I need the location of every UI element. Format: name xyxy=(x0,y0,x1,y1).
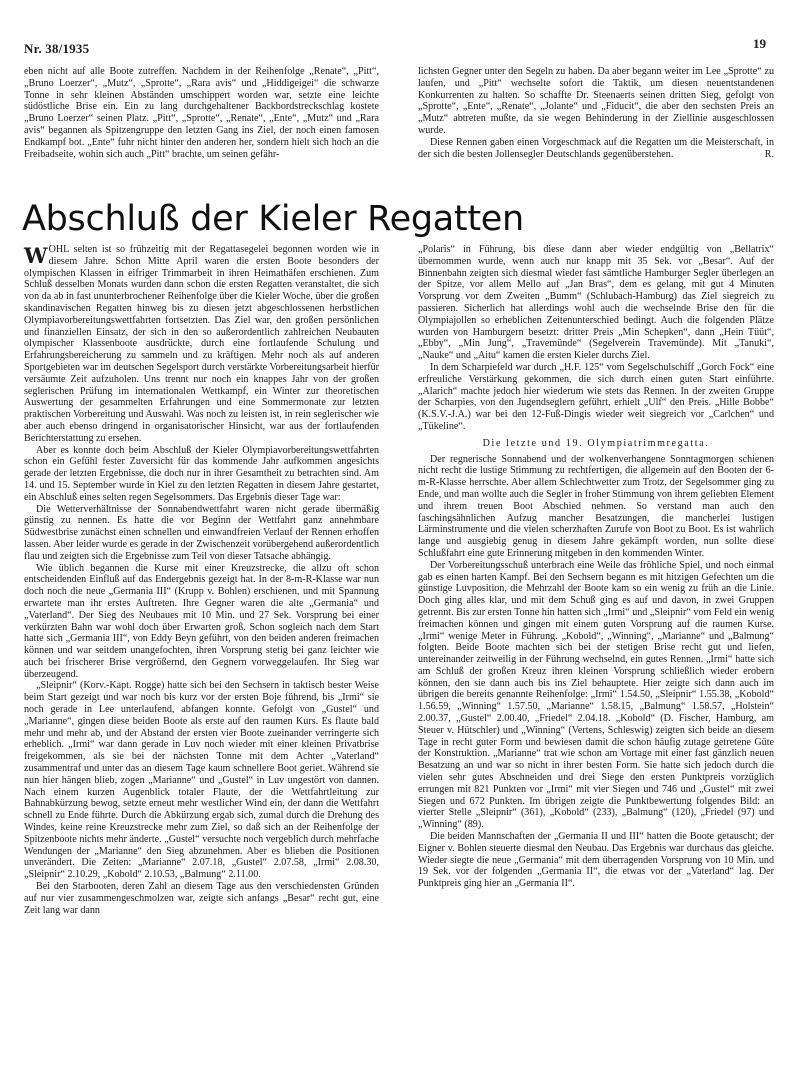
previous-article-continuation xyxy=(24,66,379,160)
previous-article-ending xyxy=(418,66,774,160)
ending-paragraph-2-text: Diese Rennen gaben einen Vorgeschmack auf die Regatten um die Meisterschaft, in der sich die besten Jollensegler Deutschlands gegenüberstehen. xyxy=(418,136,774,160)
drop-cap: W xyxy=(24,243,48,268)
lead-paragraph xyxy=(24,244,379,445)
article-paragraph: Bei den Starbooten, deren Zahl an diesem Tage aus den verschiedensten Gründen auf nur vier zusammengeschmolzen war, zeigte sich anfangs „Besar“ recht gut, eine Zeit lang war dann xyxy=(24,881,379,916)
section-subheading: Die letzte und 19. Olympiatrimmregatta. xyxy=(482,437,710,449)
ending-paragraph-1: lichsten Gegner unter den Segeln zu haben. Da aber begann weiter im Lee „Sprotte“ zu laufen, und „Pitt“ wechselte sofort die Taktik, um diesen neuentstandenen Konkurrenten zu halten. So schaffte Dr. Steenaerts seinen dritten Sieg, gefolgt von „Sprotte“, „Ente“, „Renate“, „Jolante“ und „Fiducit“, die aber den sechsten Preis an „Mutz“ abtreten mußte, da sie wegen Behinderung in der Ziellinie ausgeschlossen wurde. xyxy=(418,66,774,136)
page-number: 19 xyxy=(753,36,766,51)
article-right-column xyxy=(418,244,774,890)
continuation-paragraph: eben nicht auf alle Boote zutreffen. Nachdem in der Reihenfolge „Renate“, „Pitt“, „Bruno Loerzer“, „Mutz“, „Sprotte“, „Rara avis“ und „Hiddigeigei“ die schwarze Tonne in sehr kleinen Abständen umschippert worden war, setzte eine leichte südöstliche Brise ein. Ein zu lang durchgehaltener Backbordstreckschlag kostete „Bruno Loerzer“ seinen Platz. „Pitt“, „Sprotte“, „Renate“, „Ente“, „Mutz“ und „Rara avis“ begannen als Spitzengruppe den letzten Gang ins Ziel, der noch einen famosen Endkampf bot. „Ente“ fuhr nicht hinter den anderen her, sondern hielt sich hoch an die Freibadseite, wohin sich auch „Pitt“ brachte, um seinen gefähr- xyxy=(24,66,379,160)
article-paragraph: „Sleipnir“ (Korv.-Kapt. Rogge) hatte sich bei den Sechsern in taktisch bester Weise beim Start gezeigt und war noch bis kurz vor der ersten Boje führend, bis „Irmi“ sie noch gerade in Lee unterlaufend, abfangen konnte. Gefolgt von „Gustel“ und „Marianne“, gingen diese beiden Boote als erste auf den raumen Kurs. Es flaute bald mehr und mehr ab, und der Abstand der ersten vier Boote zueinander verringerte sich erheblich. „Irmi“ war dann gerade in Luv noch wieder mit einer kleinen Privatbrise freigekommen, als sie bei der nächsten Tonne mit dem Achter „Vaterland“ zusammentraf und unter das an diesem Tage kaum schnellere Boot geriet. Während sie nun hier hängen blieb, zogen „Marianne“ und „Gustel“ in Luv ungestört von dannen. Nach einem kurzen Augenblick totaler Flaute, der die Wettfahrtleitung zur Bahnabkürzung bewog, setzte erneut mehr westlicher Wind ein, der dann die Wettfahrt schnell zu Ende führte. Durch die Abkürzung ergab sich, zumal durch die Drehung des Windes, keine reine Kreuzstrecke mehr zum Ziel, so daß sich an der Reihenfolge der Spitzenboote nichts mehr änderte. „Gustel“ versuchte noch vergeblich durch mehrfache Wendungen der „Marianne“ den Sieg abzunehmen. Aber es blieben die Positionen unverändert. Die Zeiten: „Marianne“ 2.07.18, „Gustel“ 2.07.58, „Irmi“ 2.08.30, „Sleipnir“ 2.10.29, „Kobold“ 2.10.53, „Balmung“ 2.11.00. xyxy=(24,680,379,881)
article-paragraph: „Polaris“ in Führung, bis diese dann aber wieder endgültig von „Bellatrix“ übernommen wurde, wenn auch nur knapp mit 35 Sek. vor „Besar“. Auf der Binnenbahn zeigten sich diesmal wieder fast sämtliche Hamburger Segler überlegen an der Spitze, vor allem Mello auf „Jan Bras“, dem es gelang, mit gut 4 Minuten Vorsprung vor dem Zweiten „Bumm“ (Schlubach-Hamburg) das Ziel siegreich zu passieren. Sicherlich hat allerdings wohl auch die wechselnde Brise den für die Olympiajollen so erheblichen Zeitenunterschied bedingt. Auch die folgenden Plätze wurden von Hamburgern besetzt: dritter Preis „Min Schepken“, dann „Hein Tüüt“, „Ebby“, „Min Jung“, „Travemünde“ (Segelverein Travemünde). Mit „Tanuki“, „Nauke“ und „Aitu“ kamen die ersten Kieler durchs Ziel. xyxy=(418,244,774,362)
article-title: Abschluß der Kieler Regatten xyxy=(22,199,524,239)
author-signature: R. xyxy=(764,148,774,160)
lead-paragraph-text: OHL selten ist so frühzeitig mit der Regattasegelei begonnen worden wie in diesem Jahre. Schon Mitte April waren die ersten Boote besonders der olympischen Klassen in eifriger Trimmarbeit in ihren Heimathäfen erschienen. Zum Schluß desselben Monats wurden dann schon die ersten Regatten veranstaltet, die sich von da ab in fast ununterbrochener Reihenfolge über die Kieler Woche, über die großen skandinavischen Regatten hinweg bis zu diesen jetzt abgeschlossenen herbstlichen Olympiavorbereitungswettfahrten fortsetzten. Das Ziel war, den großen persönlichen und finanziellen Einsatz, der sich in den so außerordentlich zahlreichen Neubauten olympischer Klassenboote ausdrückte, durch eine fortlaufende Schulung und Erfahrungsbereicherung zu sammeln und zu kräftigen. Mehr noch als auf anderen Sportgebieten war im deutschen Segelsport durch verstärkte Vorbereitungsarbeit hierfür versäumte Zeit aufzuholen. Uns trennt nur noch ein knappes Jahr von der großen seglerischen Prüfung im internationalen Wettkampf, ein Winter zur theoretischen Auswertung der gesammelten Erfahrungen und eine Sommermonate zur letzten praktischen Vorbereitung und Auswahl. Was noch zu leisten ist, in rein seglerischer wie aber auch ebenso dringend in organisatorischer Hinsicht, war aus der fortlaufenden Berichterstattung zu ersehen. xyxy=(24,244,379,444)
article-paragraph: Wie üblich begannen die Kurse mit einer Kreuzstrecke, die allzu oft schon entscheidenden Einfluß auf das Endergebnis gezeigt hat. In der 8-m-R-Klasse war nun doch noch die neue „Germania III“ (Krupp v. Bohlen) erschienen, und mit Spannung erwartete man ihr erstes Auftreten. Ihre Gegner waren die alte „Germania“ und „Vaterland“. Der Sieg des Neubaues mit 10 Min. und 27 Sek. Vorsprung bei einer verkürzten Bahn war wohl doch über Erwarten groß. Schon sogleich nach dem Start hatte sich „Germania III“, von Eddy Beyn geführt, von den beiden anderen freimachen können und war seitdem unangefochten, ihren Vorsprung stetig bei ganz leichter wie auch bei frischerer Brise vergrößernd, den Gegnern vorweggelaufen. Ihr Sieg war überzeugend. xyxy=(24,562,379,680)
article-paragraph: In dem Scharpiefeld war durch „H.F. 125“ vom Segelschulschiff „Gorch Fock“ eine erfreuliche Verstärkung gekommen, die sich durch einen guten Start einführte. „Alarich“ machte jedoch hier wiederum wie stets das Rennen. In der zweiten Gruppe der Scharpies, von den Jugendseglern geführt, erhielt „Ulf“ den Preis. „Hille Bobbe“ (K.S.V.-J.A.) war bei den 12-Fuß-Dingis wieder weit siegreich vor „Carlchen“ und „Tükeline“. xyxy=(418,361,774,432)
article-paragraph: Die Wetterverhältnisse der Sonnabendwettfahrt waren nicht gerade übermäßig günstig zu nennen. Es hatte die vor Beginn der Wettfahrt ganz annehmbare Südwestbrise zunächst einen schnellen und einwandfreien Verlauf der Rennen erhoffen lassen. Aber leider wurde es gerade in der Zwischenzeit vorübergehend außerordentlich flau und zeigten sich die Ergebnisse zum Teil von dieser Tatsache abhängig. xyxy=(24,503,379,562)
issue-number: Nr. 38/1935 xyxy=(24,41,90,56)
article-left-column xyxy=(24,244,379,916)
article-paragraph: Der regnerische Sonnabend und der wolkenverhangene Sonntagmorgen schienen nicht recht die lustige Stimmung zu rechtfertigen, die allgemein auf den Booten der 6-m-R-Klasse herrschte. Aber allem Schlechtwetter zum Trotz, der Segelsommer ging zu Ende, und man wollte auch die Segler in froher Stimmung von ihrem geliebten Element und ihrem treuen Boot Abschied nehmen. So verstand man auch den faschingsähnlichen Aufzug mancher Besatzungen, die mancherlei lustigen Lärminstrumente und die vielen scherzhaften Zurufe von Boot zu Boot. Es ist wahrlich lange und ausgiebig genug in diesem Jahre gekämpft worden, nun sollte diese Schlußfahrt eine gute Erinnerung mitgeben in den kommenden Winter. xyxy=(418,453,774,559)
ending-paragraph-2 xyxy=(418,137,774,161)
article-paragraph: Der Vorbereitungsschuß unterbrach eine Weile das fröhliche Spiel, und noch einmal gab es einen harten Kampf. Bei den Sechsern begann es mit hitzigen Gefechten um die günstige Luvposition, die Mehrzahl der Boote kam so ein wenig zu früh an die Linie. Doch ging alles klar, und mit dem Schuß ging es auf und davon, in zwei Gruppen getrennt. Bis zur ersten Tonne hin hatten sich „Irmi“ und „Sleipnir“ vom Feld ein wenig freimachen können und gingen mit einem guten Vorsprung auf die raumen Kurse. „Irmi“ wenige Meter in Führung. „Kobold“, „Winning“, „Marianne“ und „Balmung“ folgten. Beide Boote machten sich bei der stetigen Brise recht gut und liefen, untereinander zeitweilig in der Führung wechselnd, ein gutes Rennen. „Irmi“ hatte sich am Schluß der großen Kreuz ihren kleinen Vorsprung schließlich wieder erobern können, den sie dann auch bis ins Ziel behauptete. Hier zeigte sich dann auch im übrigen die bereits genannte Reihenfolge: „Irmi“ 1.54.50, „Sleipnir“ 1.55.38, „Kobold“ 1.56.59, „Winning“ 1.57.50, „Marianne“ 1.58.15, „Balmung“ 1.58.57, „Holstein“ 2.00.37, „Gustel“ 2.00.40, „Friedel“ 2.04.18. „Kobold“ (D. Fischer, Hamburg, am Steuer v. Hütschler) und „Winning“ (Vertens, Schleswig) zeigten sich beide an diesem Tage in recht guter Form und bewiesen damit die schon häufig zutage getretene Güte der Konstruktion. „Marianne“ trat wie schon am Vortage mit einer fast gänzlich neuen Besatzung an und war so nicht in ihrer besten Form. Sie hatte sich jedoch durch die vielen sehr gutes Abschneiden und drei Siege den ersten Punktpreis vorzüglich errungen mit 821 Punkten vor „Irmi“ mit vier Siegen und 746 und „Gustel“ mit zwei Siegen und 672 Punkten. Im übrigen zeigte die Punktbewertung folgendes Bild: an vierter Stelle „Sleipnir“ (361), „Kobold“ (233), „Balmung“ (120), „Friedel (97) und „Winning“ (89). xyxy=(418,559,774,831)
article-paragraph: Aber es konnte doch beim Abschluß der Kieler Olympiavorbereitungswettfahrten schon ein Gefühl fester Zuversicht für das kommende Jahr aufkommen angesichts gerade der letzten Ergebnisse, die doch nur in ihrer Gesamtheit zu betrachten sind. Am 14. und 15. September wurde in Kiel zu den letzten Regatten in diesem Jahre gestartet, ein Abschluß eines selten regen Segelsommers. Das Ergebnis dieser Tage war: xyxy=(24,444,379,503)
article-paragraph: Die beiden Mannschaften der „Germania II und III“ hatten die Boote getauscht; der Eigner v. Bohlen steuerte diesmal den Neubau. Das Ergebnis war durchaus das gleiche. Wieder siegte die neue „Germania“ mit dem überragenden Vorsprung von 10 Min. und 19 Sek. vor der folgenden „Germania II“, die etwas vor der „Vaterland“ lag. Der Punktpreis ging hier an „Germania II“. xyxy=(418,831,774,890)
